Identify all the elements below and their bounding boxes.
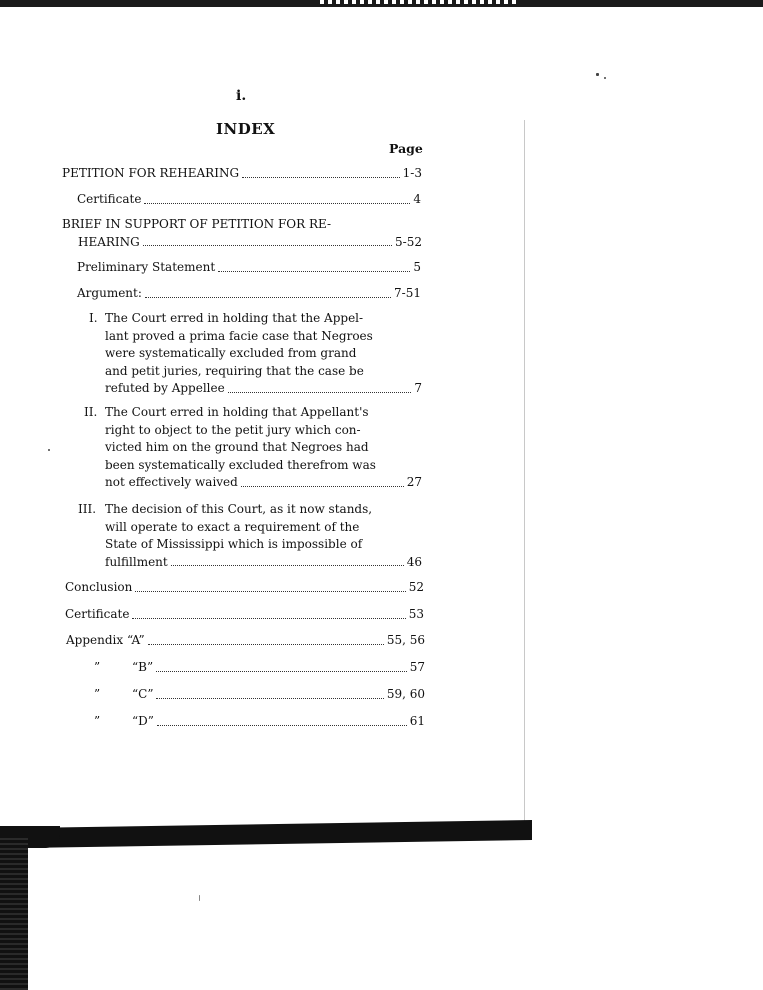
toc-page: 46: [406, 554, 422, 569]
toc-label: BRIEF IN SUPPORT OF PETITION FOR RE-: [62, 217, 332, 231]
dot-leader: [242, 177, 400, 178]
toc-entry-point-2: [84, 404, 422, 492]
toc-label: Conclusion: [65, 580, 133, 594]
ditto-mark: ”: [94, 714, 101, 728]
toc-entry-conclusion: [65, 579, 424, 597]
scan-speck: [199, 895, 200, 901]
dot-leader: [218, 271, 410, 272]
toc-page: 7: [414, 381, 422, 395]
page-column-label: Page: [389, 141, 423, 156]
toc-label-line: The Court erred in holding that the Appel-: [105, 311, 364, 325]
toc-label-line: refuted by Appellee: [105, 381, 225, 395]
dot-leader: [228, 392, 412, 393]
dot-leader: [148, 644, 384, 645]
toc-label-line: fulfillment: [105, 554, 168, 569]
scan-speck: [604, 77, 606, 79]
toc-entry-point-1: [89, 310, 422, 398]
scan-left-edge: [0, 835, 28, 990]
toc-label: Preliminary Statement: [77, 260, 216, 274]
toc-label: Appendix “A”: [66, 633, 145, 647]
toc-entry-appendix-c: [94, 686, 425, 704]
dot-leader: [135, 591, 405, 592]
toc-page: 1-3: [402, 166, 422, 180]
toc-entry-brief: [62, 216, 422, 251]
toc-page: 52: [408, 580, 424, 594]
point-number: III.: [78, 502, 97, 516]
toc-page: 57: [409, 660, 425, 674]
toc-label-line: been systematically excluded therefrom was: [105, 457, 376, 472]
toc-page: 59, 60: [386, 687, 425, 701]
dot-leader: [156, 671, 407, 672]
toc-label: “B”: [132, 660, 154, 674]
dot-leader: [156, 698, 383, 699]
dot-leader: [157, 725, 407, 726]
scan-margin-line: [524, 120, 525, 840]
ditto-mark: ”: [94, 660, 101, 674]
toc-page: 5: [413, 260, 421, 274]
toc-label: “C”: [132, 687, 154, 701]
toc-page: 53: [408, 607, 424, 621]
toc-entry-appendix-a: [66, 632, 425, 650]
toc-page: 61: [409, 714, 425, 728]
toc-label: “D”: [132, 714, 154, 728]
toc-label: Certificate: [65, 607, 130, 621]
toc-page: 4: [413, 192, 421, 206]
toc-label: Argument:: [77, 286, 142, 300]
toc-page: 5-52: [395, 234, 422, 249]
ditto-mark: ”: [94, 687, 101, 701]
toc-entry-point-3: [78, 501, 422, 571]
toc-label-line: The decision of this Court, as it now stands,: [105, 502, 373, 516]
toc-entry-appendix-b: [94, 659, 425, 677]
toc-label-line: were systematically excluded from grand: [105, 346, 357, 360]
scan-speck: [48, 449, 50, 451]
dot-leader: [171, 565, 404, 566]
toc-page: 55, 56: [386, 633, 425, 647]
toc-label-line: lant proved a prima facie case that Negroes: [105, 328, 373, 343]
toc-label: HEARING: [78, 234, 140, 249]
point-number: I.: [89, 311, 98, 325]
toc-entry-appendix-d: [94, 713, 425, 731]
toc-label-line: will operate to exact a requirement of the: [105, 519, 360, 534]
page-number: i.: [236, 88, 247, 104]
toc-label-line: and petit juries, requiring that the case be: [105, 363, 364, 378]
toc-label: PETITION FOR REHEARING: [62, 166, 240, 180]
toc-entry-certificate: [77, 191, 421, 209]
toc-entry-certificate-2: [65, 606, 424, 624]
dot-leader: [144, 203, 410, 204]
dot-leader: [143, 245, 392, 246]
toc-entry-argument: [77, 285, 421, 303]
point-number: II.: [84, 405, 98, 419]
toc-label-line: victed him on the ground that Negroes had: [105, 440, 369, 454]
toc-label-line: not effectively waived: [105, 475, 238, 489]
scan-bottom-edge: [22, 820, 532, 848]
scan-speck: [596, 73, 599, 76]
index-title: INDEX: [216, 120, 276, 138]
toc-label: Certificate: [77, 192, 142, 206]
dot-leader: [132, 618, 405, 619]
scan-top-border-pattern: [320, 0, 520, 4]
toc-label-line: State of Mississippi which is impossible of: [105, 537, 363, 551]
toc-entry-petition: [62, 165, 422, 183]
toc-entry-preliminary: [77, 259, 421, 277]
toc-page: 7-51: [394, 286, 421, 300]
toc-page: 27: [406, 475, 422, 489]
toc-label-line: The Court erred in holding that Appellant's: [105, 405, 369, 419]
dot-leader: [145, 297, 391, 298]
toc-label-line: right to object to the petit jury which con-: [105, 422, 361, 437]
dot-leader: [241, 486, 404, 487]
